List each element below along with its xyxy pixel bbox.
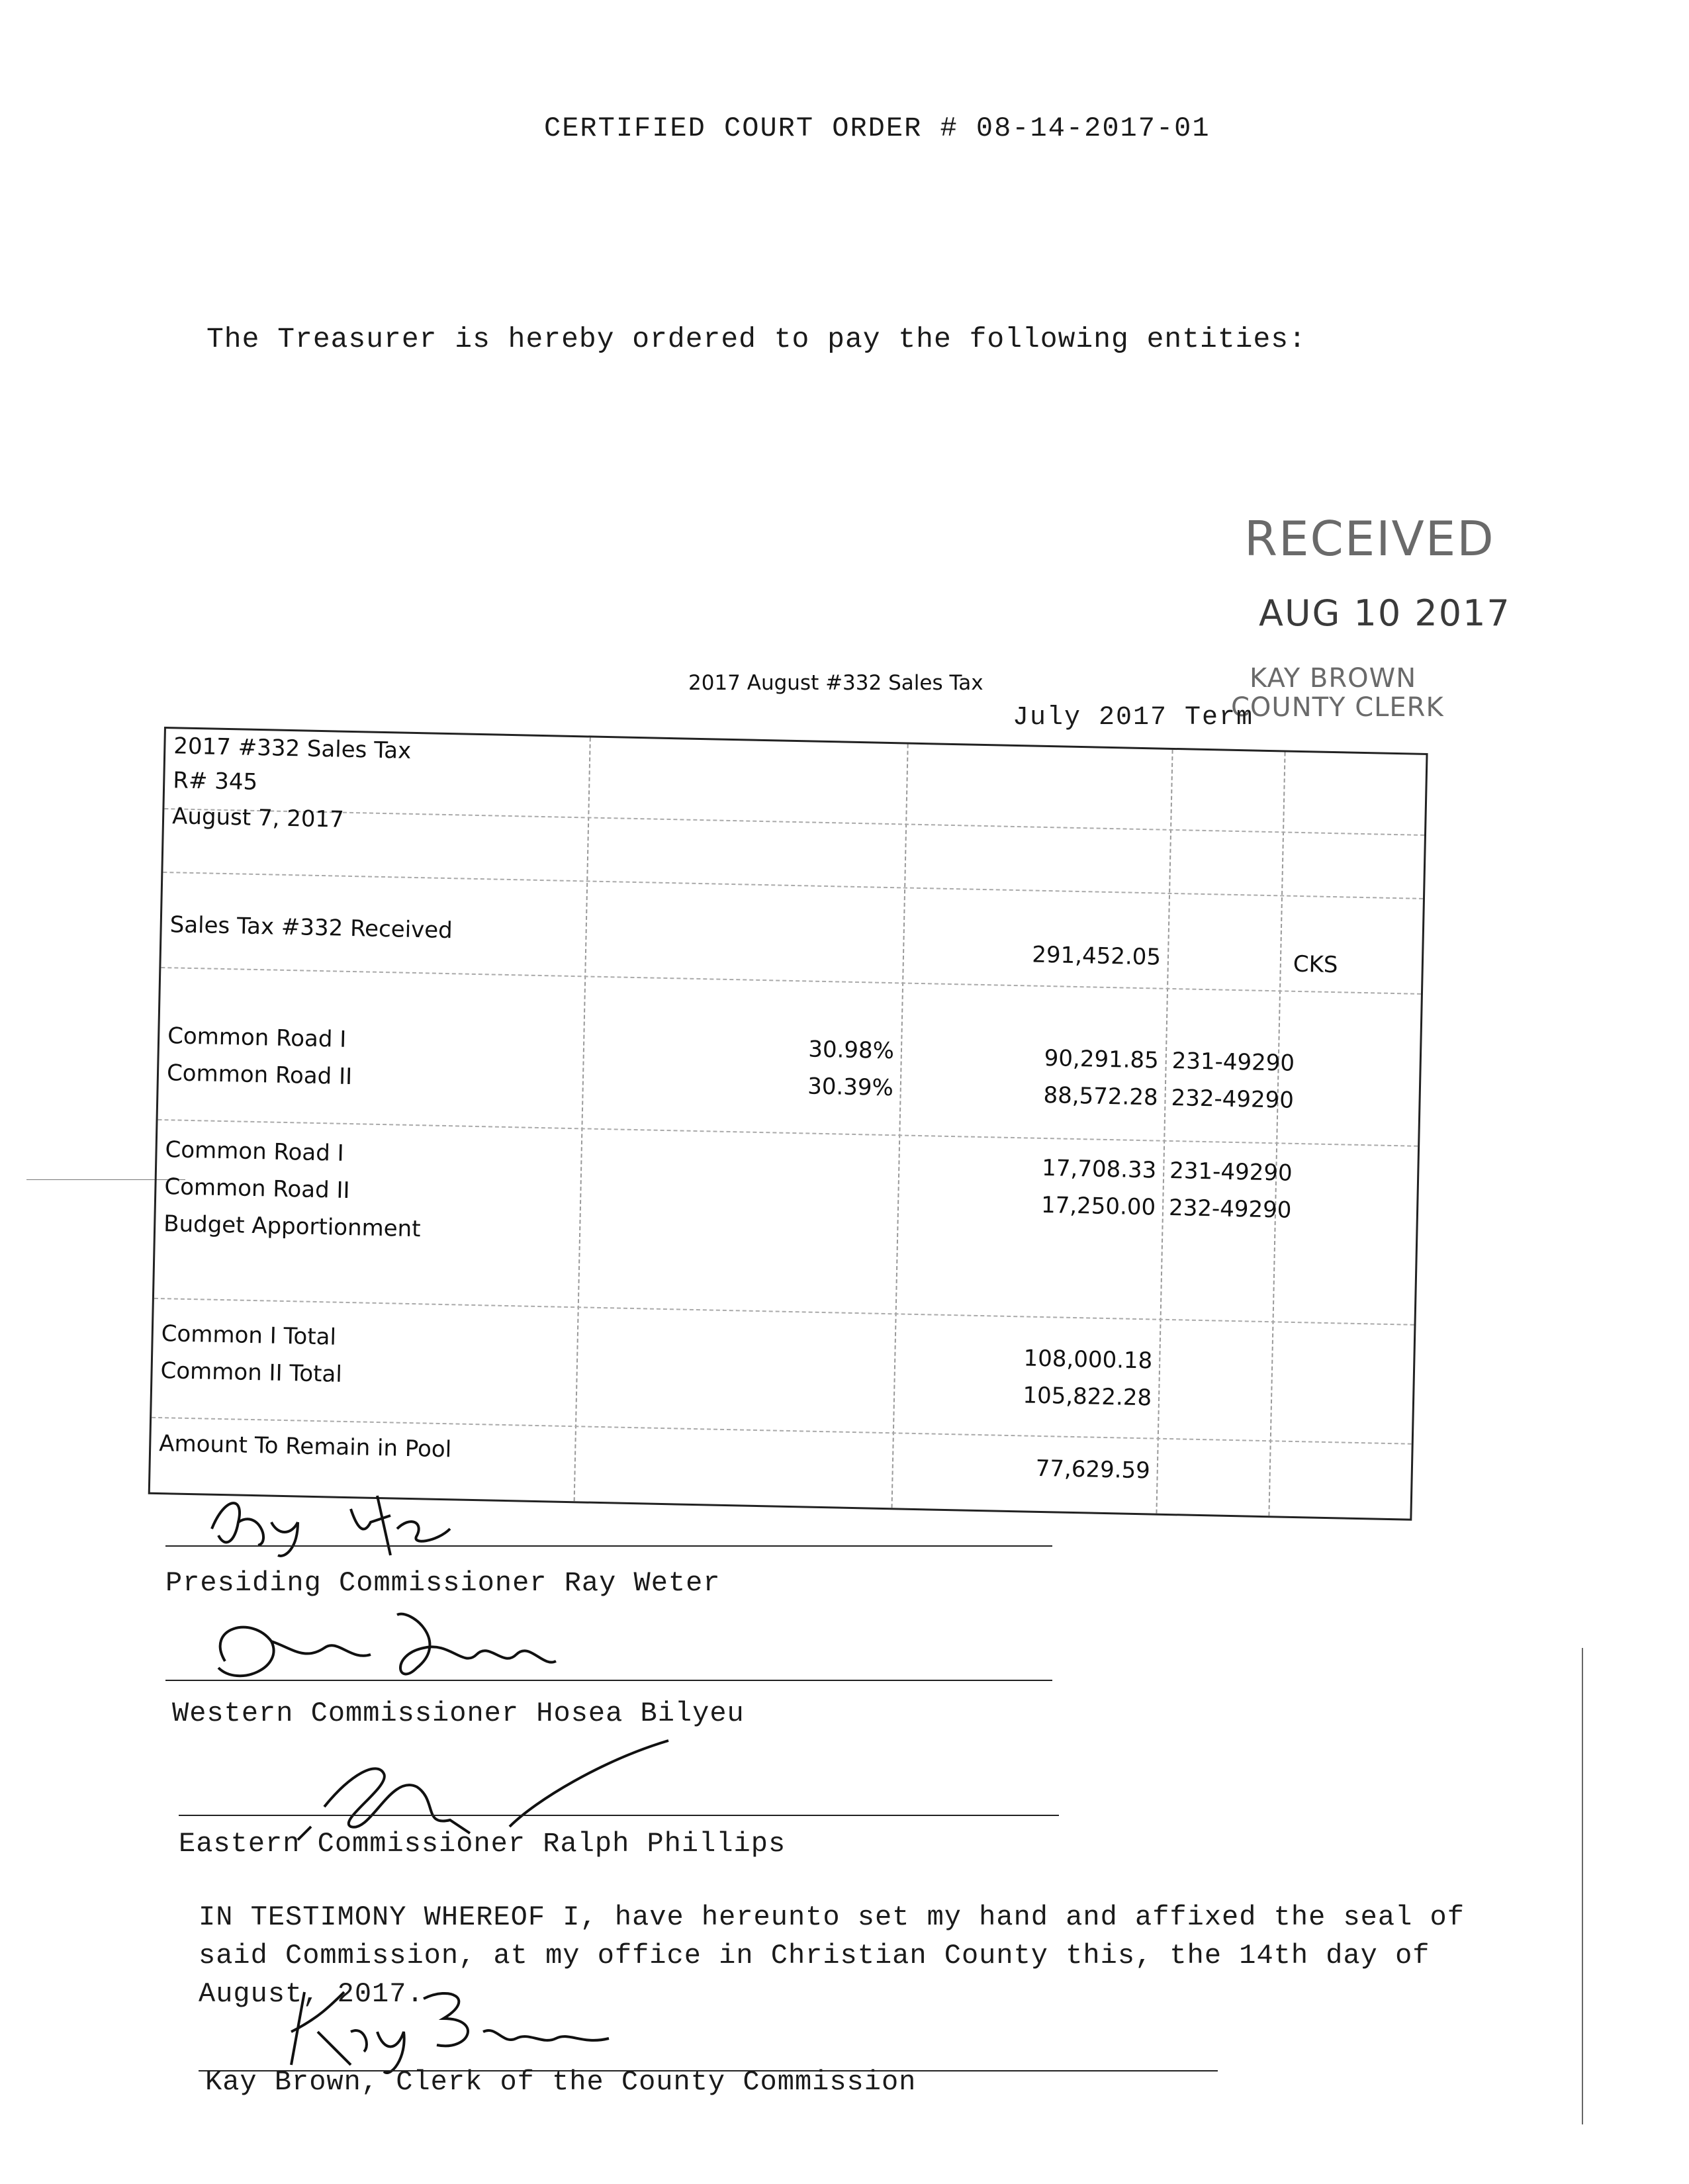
row-label: Amount To Remain in Pool: [158, 1430, 452, 1463]
row-label: Common II Total: [160, 1357, 343, 1388]
row-divider: [163, 872, 1423, 899]
signature-kay-brown: [278, 1979, 635, 2078]
intro-text: The Treasurer is hereby ordered to pay the following entities:: [206, 323, 1306, 355]
signature-hosea-bilyeu: [199, 1602, 569, 1707]
row-label: Sales Tax #332 Received: [169, 911, 453, 944]
signature-ray-weter: [199, 1482, 503, 1562]
testimony-line: said Commission, at my office in Christian County this, the 14th day of: [199, 1940, 1430, 1972]
header-line: August 7, 2017: [171, 803, 345, 833]
row-percent: 30.98%: [807, 1036, 895, 1065]
row-divider: [161, 967, 1421, 995]
testimony-line: IN TESTIMONY WHEREOF I, have hereunto set my hand and affixed the seal of: [199, 1901, 1465, 1933]
row-account: 232-49290: [1171, 1084, 1295, 1114]
row-note: CKS: [1293, 950, 1338, 979]
term-label: July 2017 Term: [1013, 703, 1254, 733]
row-label: Common Road I: [167, 1023, 347, 1053]
row-label: Budget Apportionment: [163, 1210, 421, 1243]
stamp-received: RECEIVED: [1244, 511, 1495, 567]
signature-label: Eastern Commissioner Ralph Phillips: [179, 1828, 786, 1860]
header-line: R# 345: [172, 767, 258, 796]
signature-line: [165, 1545, 1052, 1547]
row-percent: 30.39%: [807, 1073, 894, 1102]
row-account: 232-49290: [1168, 1194, 1292, 1224]
sheet-title: 2017 August #332 Sales Tax: [688, 671, 983, 695]
row-amount: 17,250.00: [1040, 1191, 1156, 1221]
row-amount: 77,629.59: [1035, 1455, 1151, 1484]
received-row: [161, 911, 1422, 979]
order-title: CERTIFIED COURT ORDER # 08-14-2017-01: [544, 113, 1210, 144]
row-label: Common I Total: [161, 1320, 337, 1351]
scan-artifact-line: [1582, 1648, 1583, 2124]
header-line: 2017 #332 Sales Tax: [173, 733, 412, 764]
clerk-label: Kay Brown, Clerk of the County Commission: [205, 2066, 917, 2098]
row-amount: 105,822.28: [1023, 1382, 1152, 1412]
row-amount: 291,452.05: [1031, 941, 1162, 971]
row-amount: 88,572.28: [1043, 1081, 1159, 1111]
testimony-line: August, 2017.: [199, 1978, 424, 2010]
signature-label: Presiding Commissioner Ray Weter: [165, 1567, 721, 1599]
row-account: 231-49290: [1171, 1048, 1295, 1077]
row-label: Common Road I: [165, 1136, 345, 1167]
row-amount: 90,291.85: [1044, 1044, 1160, 1074]
row-amount: 108,000.18: [1023, 1345, 1153, 1375]
signature-line: [179, 1815, 1059, 1816]
stamp-office: COUNTY CLERK: [1231, 692, 1444, 723]
signature-line: [165, 1680, 1052, 1681]
stamp-name: KAY BROWN: [1250, 663, 1417, 694]
row-amount: 17,708.33: [1041, 1154, 1157, 1184]
signature-label: Western Commissioner Hosea Bilyeu: [172, 1698, 745, 1729]
row-divider: [154, 1298, 1414, 1326]
row-label: Common Road II: [166, 1060, 353, 1091]
row-account: 231-49290: [1169, 1157, 1293, 1187]
sales-tax-sheet: [148, 727, 1428, 1521]
stamp-date: AUG 10 2017: [1259, 592, 1511, 634]
row-label: Common Road II: [164, 1173, 350, 1205]
